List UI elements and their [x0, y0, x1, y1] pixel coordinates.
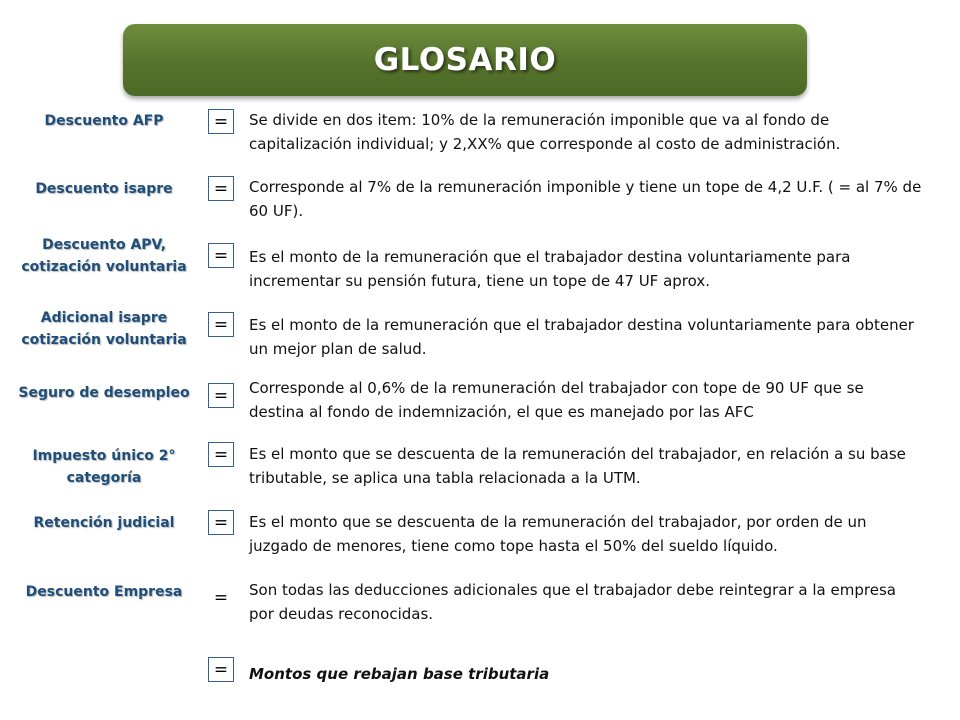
equals-sign: = — [208, 585, 234, 610]
legend-equals-box: = — [208, 657, 234, 682]
page-title: GLOSARIO — [373, 42, 557, 78]
definition-adicional-isapre: Es el monto de la remuneración que el trabajador destina voluntariamente para obtener un mejor plan de salud. — [249, 316, 914, 358]
term-descuento-empresa: Descuento Empresa — [25, 584, 183, 600]
equals-box: = — [208, 109, 234, 134]
equals-box: = — [208, 176, 234, 201]
term-impuesto-unico: Impuesto único 2° categoría — [32, 448, 176, 486]
definition-impuesto-unico: Es el monto que se descuenta de la remuneración del trabajador, en relación a su base tributable, se aplica una tabla relacionada a la UTM. — [249, 445, 906, 487]
legend-text: Montos que rebajan base tributaria — [249, 665, 550, 683]
definition-retencion-judicial: Es el monto que se descuenta de la remuneración del trabajador, por orden de un juzgado de menores, tiene como tope hasta el 50% del sueldo líquido. — [249, 513, 867, 555]
term-adicional-isapre: Adicional isapre cotización voluntaria — [21, 310, 187, 348]
term-descuento-apv: Descuento APV, cotización voluntaria — [21, 237, 187, 275]
definition-descuento-empresa: Son todas las deducciones adicionales que el trabajador debe reintegrar a la empresa por deudas reconocidas. — [249, 581, 896, 623]
definition-descuento-afp: Se divide en dos item: 10% de la remuneración imponible que va al fondo de capitalización individual; y 2,XX% que corresponde al costo de administración. — [249, 111, 841, 153]
equals-box: = — [208, 383, 234, 408]
equals-box: = — [208, 510, 234, 535]
definition-descuento-isapre: Corresponde al 7% de la remuneración imponible y tiene un tope de 4,2 U.F. ( = al 7% de 60 UF). — [249, 178, 922, 220]
definition-seguro-desempleo: Corresponde al 0,6% de la remuneración del trabajador con tope de 90 UF que se destina al fondo de indemnización, el que es manejado por las AFC — [249, 379, 864, 421]
equals-box: = — [208, 243, 234, 268]
term-descuento-isapre: Descuento isapre — [35, 181, 173, 197]
title-banner — [123, 24, 807, 96]
term-retencion-judicial: Retención judicial — [33, 515, 175, 531]
equals-box: = — [208, 442, 234, 467]
equals-box: = — [208, 312, 234, 337]
term-seguro-desempleo: Seguro de desempleo — [18, 385, 190, 401]
definition-descuento-apv: Es el monto de la remuneración que el trabajador destina voluntariamente para incrementar su pensión futura, tiene un tope de 47 UF aprox. — [249, 248, 851, 290]
term-descuento-afp: Descuento AFP — [44, 113, 164, 129]
